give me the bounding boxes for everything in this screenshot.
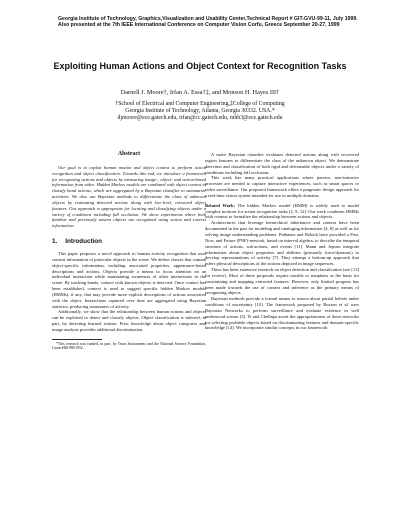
- author-emails: djmoore@ece.gatech.edu, irfan@cc.gatech.edu, mhh3@ece.gatech.edu: [117, 115, 283, 121]
- right-paragraph-5: Bayesian methods provide a formal means to reason about partial beliefs under conditions of uncertainty [10]. The framework proposed by Buxton et al. uses Bayesian Networks to perform surveillance and evaluate evidence in well understood scenes [3]. Yi and Chellapa assert the appropriateness of these networks for selecting probable objects based on discriminating features and domain-specific knowledge [14]. We incorporate similar concepts in our framework: [205, 296, 359, 331]
- right-paragraph-2: This work has many practical applications where passive, non-intrusive processes are needed to capture interactive experiences, such as smart spaces or video surveillance. Our proposed framework offers a pragmatic design approach for a real-time vision system intended for use in multiple domains.: [205, 175, 359, 198]
- footnote-rule: [52, 339, 102, 340]
- intro-paragraph-2: Additionally, we show that the relationship between human actions and objects can be exploited to detect and classify objects. Object classification is inferred, in part, by detecting learned actions. Prior knowledge about object categories and image analysis provides additional discrimination.: [52, 309, 206, 332]
- left-column: [52, 152, 206, 351]
- report-header: [58, 16, 358, 28]
- intro-paragraph-1: This paper proposes a novel approach to human activity recognition that uses context information of particular objects in the scene. We define classes that contain object-specific information, including associated properties, appearance-based descriptions and actions. Objects provide a means to focus attention on an individual interaction while maintaining awareness of other interactions in the scene. By tracking hands, contact with known objects is detected. Once contact has been established, context is used to suggest specific hidden Markov models (HMMs), if any, that may provide more explicit descriptions of actions associated with the object. Interactions captured over time are aggregated using Bayesian statistics, producing summaries of activity.: [52, 250, 206, 309]
- right-paragraph-1: A naive Bayesian classifier evaluates detected actions along with recovered region features to differentiate the class of the unknown object. We demonstrate detection and classification of both rigid and deformable objects under a variety of conditions including full occlusion.: [205, 152, 359, 175]
- affiliation-line-1: †School of Electrical and Computer Engineering,‡College of Computing: [115, 101, 285, 107]
- header-line-2: Also presented at the 7th IEEE International Conference on Computer Vision Corfu, Greece September 20-27, 1999: [58, 22, 340, 29]
- related-work-lead: Related Work:: [205, 202, 236, 208]
- right-column-body: [205, 152, 359, 331]
- right-column: [205, 152, 359, 331]
- abstract-heading: Abstract: [117, 151, 141, 157]
- related-work-paragraph: [205, 203, 359, 221]
- section-title: Introduction: [65, 238, 102, 246]
- paper-title: Exploiting Human Actions and Object Context for Recognition Tasks: [53, 61, 347, 71]
- section-number: 1.: [52, 238, 58, 246]
- abstract: [52, 165, 206, 229]
- right-paragraph-3: Architectures that leverage hierarchical inheritance and context have been documented in the past for modeling and cataloging information [4, 8] as well as for solving image understanding problems. Pinhanez and Bobick have provided a Past, Now, and Future (PNF)-network, based on interval algebra, to describe the temporal structure of actions, sub-actions, and events [11]. Mann and Jepson integrate information about object properties and abilities (primarily force/dynamic) to develop representations of activity [7]. They attempt a bottom-up approach that infers physical descriptions of the actions depicted in image sequences.: [205, 220, 359, 267]
- section-heading-introduction: [52, 239, 206, 245]
- funding-footnote: *This research was funded, in part, by Texas Instruments and the National Science Foundation, Grant #IIS-9801052.: [52, 341, 206, 351]
- author-list: Darnell J. Moore†, Irfan A. Essa†‡, and Monson H. Hayes III†: [120, 89, 280, 96]
- related-work-text: The hidden Markov model (HMM) is widely used to model complex motions for action recognition tasks [2, 9, 12]. Our work combines HMMs with context to formalize the relationship between actions and objects.: [205, 202, 359, 220]
- right-paragraph-4: There has been extensive research on object detection and classification (see [13] for review). Most of these proposals require models or templates as the basis for constraining and mapping extracted features. However, only limited progress has been made towards the use of context and inference as the primary means of recognizing objects.: [205, 267, 359, 296]
- abstract-text: Our goal is to exploit human motion and object context to perform action recognition and object classification. Towards this end, we introduce a framework for recognizing actions and objects by measuring image-, object- and action-based information from video. Hidden Markov models are combined with object context to classify hand actions, which are aggregated by a Bayesian classifier to summarize activities. We also use Bayesian methods to differentiate the class of unknown objects by evaluating detected actions along with low-level, extracted object features. Our approach is appropriate for locating and classifying objects under a variety of conditions including full occlusion. We show experiments where both familiar and previously unseen objects are recognized using action and context information.: [52, 164, 206, 229]
- affiliation-line-2: Georgia Institute of Technology, Atlanta, Georgia 30332. USA.*: [125, 108, 275, 114]
- header-line-1: Georgia Institute of Technology, Graphics,Visualization and Usability Center,Technical Report # GIT-GVU-99-11, July 1999.: [58, 16, 358, 22]
- affiliations: [0, 101, 400, 122]
- introduction-body: [52, 251, 206, 333]
